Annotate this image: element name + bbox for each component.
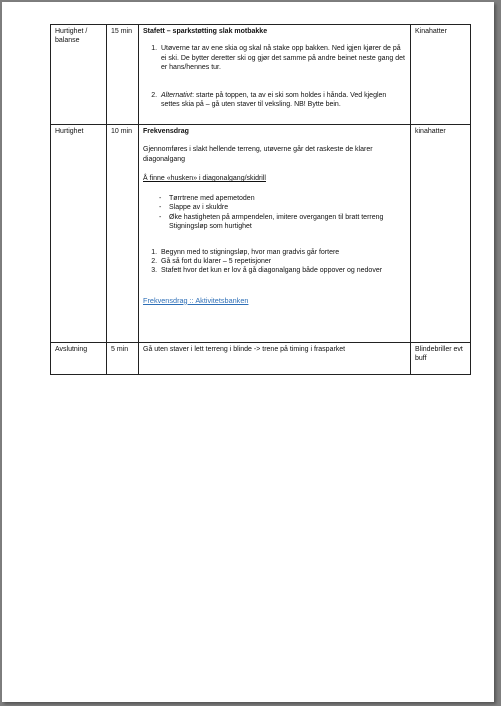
category-cell: Hurtighet [51,125,107,343]
subheading: Å finne «husken» i diagonalgang/skidrill [143,175,266,183]
duration-cell: 5 min [107,343,139,375]
duration-cell: 15 min [107,25,139,125]
intro-text: Gjennomføres i slakt hellende terreng, utøverne går det raskeste de klarer diagonalgang [143,146,373,163]
steps-list [143,248,406,276]
list-item: - Tørrtrene med apemetoden [159,194,406,203]
table-row [51,343,471,375]
step-text: Utøverne tar av ene skia og skal nå stake opp bakken. Ned igjen kjører de på ei ski. De bytter deretter ski og gjør det samme på andre beinet neste gang det er hans/hennes tur. [161,45,405,72]
description-cell [139,125,411,343]
list-item: 2. Gå så fort du klarer – 5 repetisjoner [159,257,406,266]
training-plan-table [50,24,471,375]
description-cell [139,25,411,125]
table-row [51,125,471,343]
steps-list [143,44,406,109]
category-cell: Hurtighet / balanse [51,25,107,125]
bullet-list [143,194,406,232]
equipment-cell: Blindebriller evt buff [411,343,471,375]
table-row [51,25,471,125]
alternative-label: Alternativt [161,91,193,99]
category-cell: Avslutning [51,343,107,375]
step-text: starte på toppen, ta av ei ski som holdes i hånda. Ved kjeglen settes skia på – gå uten staver til veksling. NB! Bytte bein. [161,91,387,109]
description-cell: Gå uten staver i lett terreng i blinde -> trene på timing i frasparket [139,343,411,375]
list-item [159,44,406,72]
equipment-cell: Kinahatter [411,25,471,125]
list-item: - Øke hastigheten på armpendelen, imitere overgangen til bratt terreng Stigningsløp som hurtighet [159,213,406,232]
list-item: - Slappe av i skuldre [159,203,406,212]
list-item: 2. Alternativt: starte på toppen, ta av ei ski som holdes i hånda. Ved kjeglen settes skia på – gå uten staver til veksling. NB! Bytte bein. [159,91,406,110]
duration-cell: 10 min [107,125,139,343]
document-page [2,2,494,702]
list-item: 1. Begynn med to stigningsløp, hvor man gradvis går fortere [159,248,406,257]
aktivitetsbanken-link[interactable]: Frekvensdrag :: Aktivitetsbanken [143,295,249,305]
activity-title: Frekvensdrag [143,128,189,135]
list-item: 3. Stafett hvor det kun er lov å gå diagonalgang både oppover og nedover [159,266,406,275]
equipment-cell: kinahatter [411,125,471,343]
activity-title: Stafett – sparkstøtting slak motbakke [143,28,268,35]
